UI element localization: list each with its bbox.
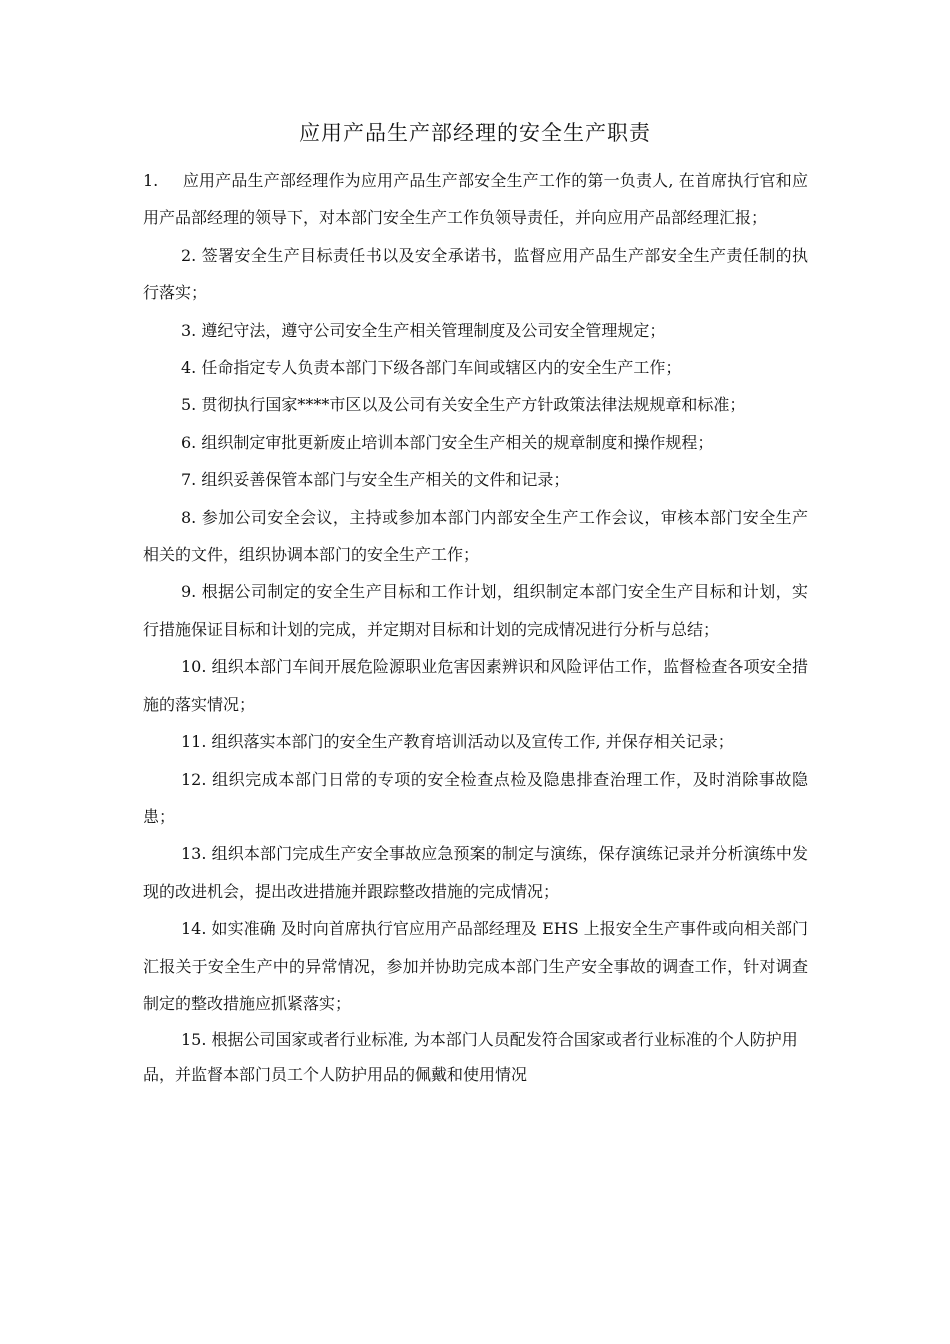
paragraph-14: 14. 如实准确 及时向首席执行官应用产品部经理及 EHS 上报安全生产事件或向相关部门汇报关于安全生产中的异常情况，参加并协助完成本部门生产安全事故的调查工作，针对调查制定的整改措施应抓紧落实；	[143, 919, 808, 1013]
paragraph-7: 7. 组织妥善保管本部门与安全生产相关的文件和记录；	[181, 470, 570, 490]
paragraph-9: 9. 根据公司制定的安全生产目标和工作计划，组织制定本部门安全生产目标和计划，实行措施保证目标和计划的完成，并定期对目标和计划的完成情况进行分析与总结；	[143, 582, 808, 639]
document-title: 应用产品生产部经理的安全生产职责	[299, 121, 651, 145]
paragraph-12: 12. 组织完成本部门日常的专项的安全检查点检及隐患排查治理工作，及时消除事故隐患；	[143, 769, 808, 826]
paragraph-6: 6. 组织制定审批更新废止培训本部门安全生产相关的规章制度和操作规程；	[181, 432, 714, 452]
paragraph-1: 1. 应用产品生产部经理作为应用产品生产部安全生产工作的第一负责人, 在首席执行官和应用产品部经理的领导下，对本部门安全生产工作负领导责任，并向应用产品部经理汇报；	[143, 171, 808, 228]
paragraph-10: 10. 组织本部门车间开展危险源职业危害因素辨识和风险评估工作，监督检查各项安全措施的落实情况；	[143, 657, 808, 714]
paragraph-13: 13. 组织本部门完成生产安全事故应急预案的制定与演练，保存演练记录并分析演练中发现的改进机会，提出改进措施并跟踪整改措施的完成情况；	[143, 844, 808, 901]
paragraph-5: 5. 贯彻执行国家****市区以及公司有关安全生产方针政策法律法规规章和标准；	[181, 395, 746, 415]
paragraph-11: 11. 组织落实本部门的安全生产教育培训活动以及宣传工作, 并保存相关记录；	[181, 732, 734, 752]
paragraph-8: 8. 参加公司安全会议，主持或参加本部门内部安全生产工作会议，审核本部门安全生产相关的文件，组织协调本部门的安全生产工作；	[143, 507, 808, 565]
paragraph-15: 15. 根据公司国家或者行业标准, 为本部门人员配发符合国家或者行业标准的个人防护用品，并监督本部门员工个人防护用品的佩戴和使用情况	[143, 1030, 798, 1085]
paragraph-3: 3. 遵纪守法，遵守公司安全生产相关管理制度及公司安全管理规定；	[181, 320, 666, 340]
paragraph-4: 4. 任命指定专人负责本部门下级各部门车间或辖区内的安全生产工作；	[181, 358, 682, 378]
document-body	[143, 162, 808, 1092]
paragraph-2: 2. 签署安全生产目标责任书以及安全承诺书，监督应用产品生产部安全生产责任制的执行落实；	[143, 245, 808, 303]
